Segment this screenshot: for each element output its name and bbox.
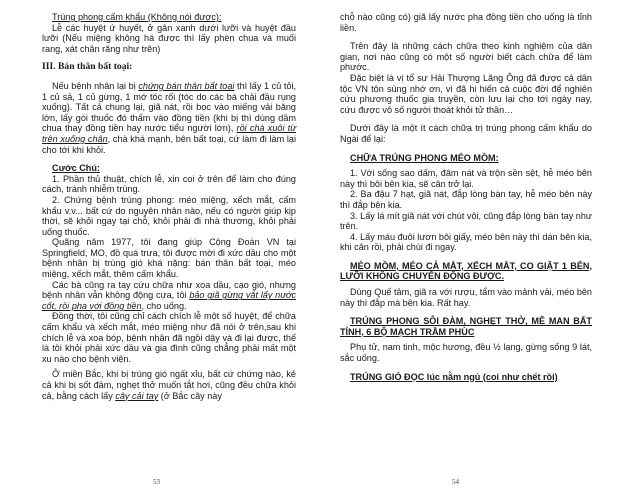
footnote-4: Các bà cũng ra tay cứu chữa như xoa dầu, cạo gió, nhưng bệnh nhân vẫn không động cựa, tôi bảo giã gừng vắt lấy nước cốt, rồi pha với đồng tiền, cho uống.	[42, 279, 297, 311]
subheading-cam-khau: Trúng phong cấm khẩu (Không nói được):	[52, 12, 222, 22]
right-p4: Dưới đây là một ít cách chữa trị trúng phong cấm khẩu do Ngài để lại:	[340, 123, 592, 144]
right-column	[340, 12, 592, 382]
right-p3: Đặc biệt là vị tổ sư Hải Thượng Lãng Ông đã được cả dân tộc VN tôn sùng nhớ ơn, vì đã hi hiến cả cuộc đời để nghiên cứu phương thuốc gia truyền, còn lưu lại cho tới ngày nay, cứu được vô số người thoát khỏi tử thần…	[340, 72, 592, 115]
left-p4: Nếu bệnh nhân lại bị chứng bán thân bất toại thì lấy 1 củ tỏi, 1 củ sả, 1 củ gừng, 1 mớ tóc rối (tóc do các bà chải đầu rụng xuống). Tất cả chung lại, giã nát, rồi bọc vào miếng vải băng lớn, lấy gói thuốc đó thấm vào đồng tiền (khi bị thì dùng dầm chua thay đồng tiền hay nước tiểu người lớn), rồi chà xuôi từ trên xuống chân, chà khá mạnh, bên bất toại, cứ làm đi làm lại cho tới khi khỏi.	[42, 80, 297, 155]
footnote-heading: Cước Chú:	[52, 163, 100, 174]
left-column	[42, 12, 296, 401]
remedy-3: 3. Lấy lá mít giã nát với chút vôi, cũng đắp lòng bàn tay như trên.	[340, 210, 592, 232]
left-p1	[42, 12, 296, 23]
heading-meo-ca-mat: MÉO MỒM, MÉO CẢ MẮT, XẾCH MẮT, CO GIẬT 1 BÊN, LƯỠI KHÔNG CHUYỂN ĐỘNG ĐƯỢC.	[340, 260, 592, 282]
right-p2: Trên đây là những cách chữa theo kinh nghiệm của dân gian, nơi nào cũng có một số người biết cách chữa để làm phước.	[340, 41, 592, 73]
footnote-5: Đồng thời, tôi cũng chỉ cách chích lễ một số huyệt, để chữa cấm khẩu và xếch mắt, méo miệng như đã nói ở trên,sau khi chích lễ và xoa bóp, bệnh nhân đã ngồi dậy và đi lại được, thế là tôi khỏi phải xức dầu và gia đình cũng chẳng phải mất một xu nào cho bệnh viện.	[42, 311, 296, 364]
footnote-6: Ở miền Bắc, khi bị trúng gió ngất xỉu, bất cứ chứng nào, kẻ cả khi bị sốt đảm, nghẹt thở muốn tắt hơi, cũng đều chữa khỏi cả, bằng cách lấy cây cải tay (ở Bắc cây này	[42, 369, 296, 401]
remedy-phu-tu: Phụ tử, nam tinh, mộc hương, đều ½ lạng, gừng sống 9 lát, sắc uống.	[340, 342, 592, 364]
remedy-4: 4. Lấy máu đuôi lươn bôi giấy, méo bên này thì dán bên kia, khi cân rồi, phải chùi đi ngay.	[340, 231, 592, 253]
right-p1: chỗ nào cũng có) giã lấy nước pha đồng tiền cho uống là tỉnh liền.	[340, 12, 592, 33]
footnote-3: Quãng năm 1977, tôi đang giúp Cộng Đoàn VN tại Springfield, MO, đồ quá trưa, tôi được mời đi xức dầu cho một bệnh nhân bị trúng gió khá nặng: bán thân bất toại, méo miệng, xếch mắt, thêm cấm khẩu.	[42, 237, 296, 280]
footnote-2: 2. Chứng bệnh trúng phong: méo miệng, xếch mắt, cấm khẩu v.v... bất cứ do nguyên nhân nào, nếu có người giúp kịp thời, sẽ khỏi ngay tại chỗ, khỏi phải đi nhà thương, khỏi phải uống thuốc.	[42, 194, 296, 237]
footnote-1: 1. Phần thủ thuật, chích lễ, xin coi ở trên để làm cho đúng cách, tránh nhiễm trùng.	[42, 173, 296, 195]
right-page	[319, 0, 638, 493]
remedy-1: 1. Với sống sao dấm, đâm nát và trộn sền sệt, hễ méo bên này thì bôi bên kia, sẽ cân trở lại.	[340, 168, 592, 189]
remedy-2: 2. Ba đậu 7 hạt, giã nát, đắp lòng bàn tay, hễ méo bên này thì đắp bên kia.	[340, 189, 592, 210]
page-number-left: 53	[153, 478, 160, 486]
heading-meo-mom: CHỮA TRÚNG PHONG MÉO MỒM:	[350, 152, 499, 163]
heading-gio-doc: TRÚNG GIÓ ĐỌC lúc nằm ngủ (coi như chết rồi)	[350, 371, 558, 382]
page-number-right: 54	[452, 478, 459, 486]
remedy-que-tam: Dùng Quế tâm, giã ra với rượu, tẩm vào mảnh vải, méo bên này thì đắp mà bên kia. Rất hay.	[340, 287, 592, 308]
section-heading-ban-than: III. Bán thân bất toại:	[42, 61, 133, 73]
heading-soi-dam: TRÚNG PHONG SÔI ĐÀM, NGHẸT THỞ, MÊ MAN BẤT TỈNH, 6 BỘ MẠCH TRẦM PHÙC	[340, 316, 592, 337]
left-p2: Lễ các huyệt ứ huyết, ở gân xanh dưới lưỡi và huyệt đầu lưỡi (Nếu miệng không há được thì lấy phèn chua và muối rang, xát chân răng như trên)	[42, 22, 296, 54]
